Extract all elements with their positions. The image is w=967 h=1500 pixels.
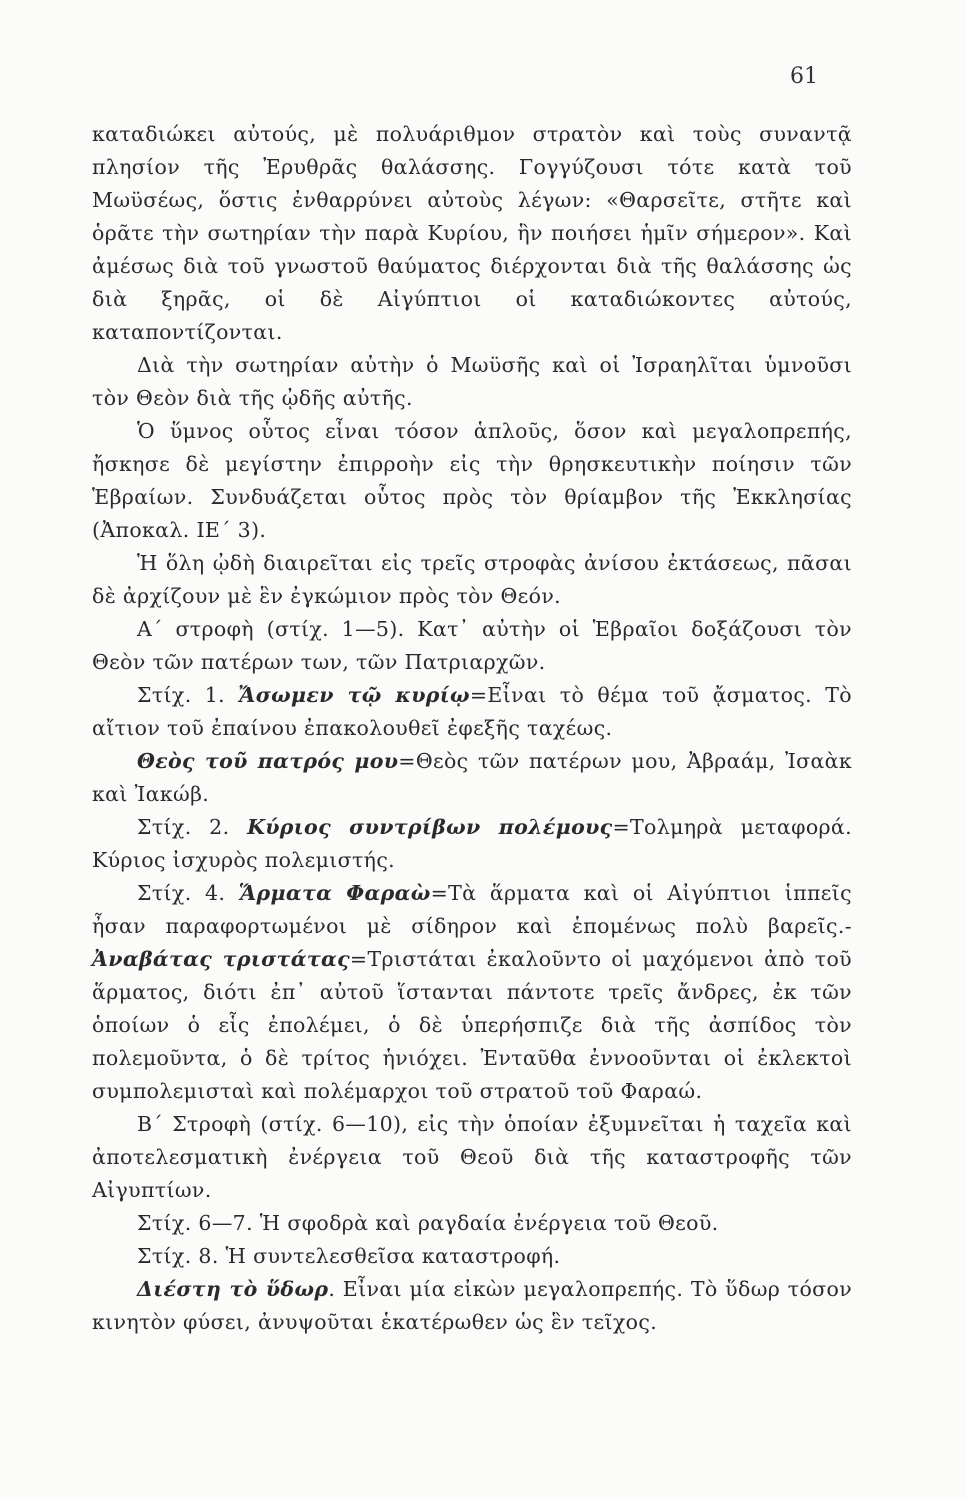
paragraph-3: Ὁ ὕμνος οὗτος εἶναι τόσον ἁπλοῦς, ὅσον καὶ μεγαλοπρεπής, ἤσκησε δὲ μεγίστην ἐπιρροὴν εἰς τὴν θρησκευτικὴν ποίησιν τῶν Ἑβραίων. Συνδυάζεται οὗτος πρὸς τὸν θρίαμβον τῆς Ἐκκλησίας (Ἀποκαλ. ΙΕ΄ 3). (92, 419, 852, 542)
verse-quote: Ἄσωμεν τῷ κυρίῳ (238, 683, 470, 707)
page-number: 61 (790, 64, 818, 89)
paragraph-6 (92, 679, 852, 745)
verse-comment: =Τὰ ἅρματα καὶ οἱ Αἰγύπτιοι ἱππεῖς ἦσαν παραφορτωμένοι μὲ σίδηρον καὶ ἑπομένως πολὺ βαρεῖς.- (92, 881, 852, 938)
verse-comment: =Τολμηρὰ μεταφορά. Κύριος ἰσχυρὸς πολεμιστής. (92, 815, 852, 872)
verse-comment: =Θεὸς τῶν πατέρων μου, Ἀβραάμ, Ἰσαὰκ καὶ Ἰακώβ. (92, 749, 852, 806)
verse-comment: . Εἶναι μία εἰκὼν μεγαλοπρεπής. Τὸ ὕδωρ τόσον κινητὸν φύσει, ἀνυψοῦται ἑκατέρωθεν ὡς ἓν τεῖχος. (92, 1277, 853, 1334)
body-text (92, 118, 852, 1339)
paragraph-4: Ἡ ὅλη ᾠδὴ διαιρεῖται εἰς τρεῖς στροφὰς ἀνίσου ἐκτάσεως, πᾶσαι δὲ ἀρχίζουν μὲ ἓν ἐγκώμιον πρὸς τὸν Θεόν. (92, 551, 852, 608)
verse-ref: Στίχ. 4. (137, 881, 239, 905)
paragraph-1: καταδιώκει αὐτούς, μὲ πολυάριθμον στρατὸν καὶ τοὺς συναντᾷ πλησίον τῆς Ἐρυθρᾶς θαλάσσης. Γογγύζουσι τότε κατὰ τοῦ Μωϋσέως, ὅστις ἐνθαρρύνει αὐτοὺς λέγων: «Θαρσεῖτε, στῆτε καὶ ὁρᾶτε τὴν σωτηρίαν τὴν παρὰ Κυρίου, ἣν ποιήσει ἡμῖν σήμερον». Καὶ ἀμέσως διὰ τοῦ γνωστοῦ θαύματος διέρχονται διὰ τῆς θαλάσσης ὡς διὰ ξηρᾶς, οἱ δὲ Αἰγύπτιοι οἱ καταδιώκοντες αὐτούς, καταποντίζονται. (92, 122, 852, 344)
paragraph-2: Διὰ τὴν σωτηρίαν αὐτὴν ὁ Μωϋσῆς καὶ οἱ Ἰσραηλῖται ὑμνοῦσι τὸν Θεὸν διὰ τῆς ᾠδῆς αὐτῆς. (92, 353, 852, 410)
verse-quote: Θεὸς τοῦ πατρός μου (137, 749, 399, 773)
verse-quote: Κύριος συντρίβων πολέμους (247, 815, 613, 839)
verse-ref: Στίχ. 2. (137, 815, 248, 839)
paragraph-7 (92, 745, 852, 811)
verse-comment-2: =Τριστάται ἐκαλοῦντο οἱ μαχόμενοι ἀπὸ τοῦ ἅρματος, διότι ἐπ᾽ αὐτοῦ ἵστανται πάντοτε τρεῖς ἄνδρες, ἐκ τῶν ὁποίων ὁ εἷς ἐπολέμει, ὁ δὲ ὑπερήσπιζε διὰ τῆς ἀσπίδος τὸν πολεμοῦντα, ὁ δὲ τρίτος ἡνιόχει. Ἐνταῦθα ἐννοοῦνται οἱ ἐκλεκτοὶ συμπολεμισταὶ καὶ πολέμαρχοι τοῦ στρατοῦ τοῦ Φαραώ. (92, 947, 852, 1103)
paragraph-8 (92, 811, 852, 877)
verse-ref: Στίχ. 1. (137, 683, 239, 707)
paragraph-11: Στίχ. 6—7. Ἡ σφοδρὰ καὶ ραγδαία ἐνέργεια τοῦ Θεοῦ. (137, 1211, 719, 1235)
verse-quote: Ἅρματα Φαραὼ (238, 881, 431, 905)
paragraph-10: Β΄ Στροφὴ (στίχ. 6—10), εἰς τὴν ὁποίαν ἐξυμνεῖται ἡ ταχεῖα καὶ ἀποτελεσματικὴ ἐνέργεια τοῦ Θεοῦ διὰ τῆς καταστροφῆς τῶν Αἰγυπτίων. (92, 1112, 852, 1202)
paragraph-13 (92, 1273, 852, 1339)
verse-comment: =Εἶναι τὸ θέμα τοῦ ᾄσματος. Τὸ αἴτιον τοῦ ἐπαίνου ἐπακολουθεῖ ἐφεξῆς ταχέως. (92, 683, 852, 740)
paragraph-12: Στίχ. 8. Ἡ συντελεσθεῖσα καταστροφή. (137, 1244, 561, 1268)
verse-quote: Διέστη τὸ ὕδωρ (137, 1277, 329, 1301)
paragraph-9 (92, 877, 852, 1108)
paragraph-5: Α΄ στροφὴ (στίχ. 1—5). Κατ᾽ αὐτὴν οἱ Ἑβραῖοι δοξάζουσι τὸν Θεὸν τῶν πατέρων των, τῶν Πατριαρχῶν. (92, 617, 852, 674)
verse-quote-2: Ἀναβάτας τριστάτας (92, 947, 350, 971)
